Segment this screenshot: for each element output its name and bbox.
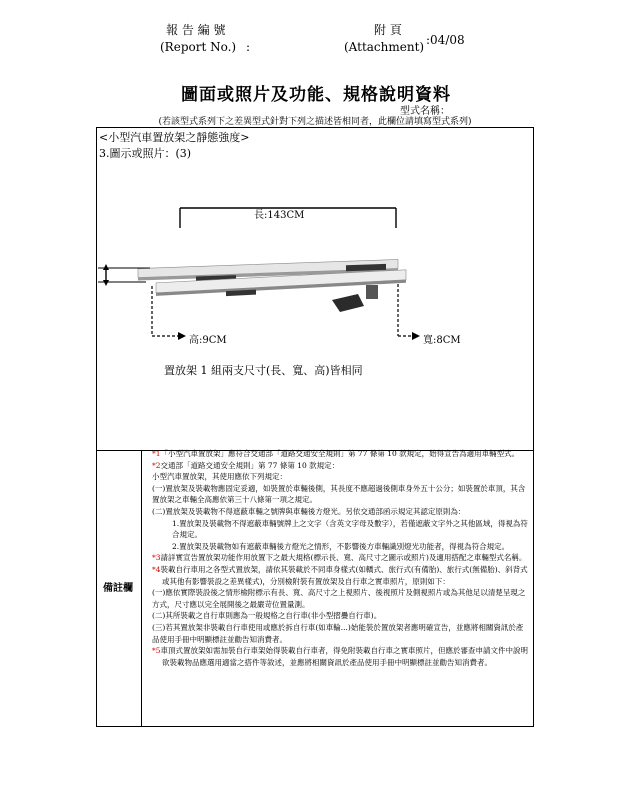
section-heading: <小型汽車置放架之靜態強度> [99, 131, 250, 144]
attachment-label: 附 頁 [374, 23, 402, 37]
width-label: 寬:8CM [423, 335, 461, 346]
note-item: (一)應依實際裝設後之情形檢附標示有長、寬、高尺寸之上視照片、後視照片及側視照片或為其他足以清楚呈現之方式，尺寸應以完全展開後之最嚴苛位置量測。 [152, 588, 526, 609]
height-pointer-arrow [178, 332, 186, 340]
figure-caption: 置放架 1 組兩支尺寸(長、寬、高)皆相同 [164, 364, 363, 377]
report-no-colon: : [246, 40, 251, 54]
remarks-label: 備註欄 [103, 583, 133, 594]
height-label: 高:9CM [189, 335, 227, 346]
page-title: 圖面或照片及功能、規格說明資料 [181, 85, 451, 105]
photo-label: 3.圖示或照片：(3) [99, 147, 192, 160]
report-no-label: 報 告 編 號 [166, 23, 226, 37]
note-item: (一)置放架及裝載物應固定妥適，如裝置於車輛後側，其長度不應超過後側車身外五十公分；如裝置於車頂，其含置放架之車輛全高應依第三十八條第一項之規定。 [152, 483, 526, 505]
note-item: *5車頂式置放架如需加裝自行車架始得裝載自行車者，得免附裝載自行車之實車照片，但應於審查申請文件中說明欲裝載物品應選用適當之搭件等敘述，並應將相關資訊於產品使用手冊中明顯標註並勸告知消費者。 [152, 646, 529, 667]
remarks-column-divider [141, 450, 142, 726]
model-name-label: 型式名稱： [400, 106, 450, 117]
note-item: (三)若其置放架非裝載自行車使用或應於拆自行車(如車輪...)始能裝於置放架者應明確宣告，並應將相關資訊於產品使用手冊中明顯標註並勸告知消費者。 [152, 622, 524, 644]
roof-rack-figure [96, 190, 534, 365]
note-item: 小型汽車置放架，其使用應依下列規定： [152, 472, 287, 482]
attachment-value: :04/08 [426, 33, 465, 47]
note-item: (二)其所裝載之自行車則應為一般規格之自行車(非小型摺疊自行車)。 [152, 611, 382, 621]
note-item: *3請詳實宣告置放架功能作用放置下之最大規格(標示長、寬、高尺寸之圖示或照片)及適用搭配之車輛型式名稱。 [152, 553, 527, 563]
note-item: 1.置放架及裝載物不得遮蔽車輛號牌上之文字（含英文字母及數字），若僅遮蔽文字外之其他區域，得視為符合規定。 [172, 518, 528, 540]
attachment-en: (Attachment) [344, 40, 425, 54]
length-label: 長:143CM [254, 210, 305, 221]
note-item: (二)置放架及裝載物不得遮蔽車輛之號牌與車輛後方燈光。另依交通部函示規定其認定原則為： [152, 506, 466, 516]
report-no-en: (Report No.) [160, 40, 237, 54]
instruction-text: (若該型式系列下之差異型式針對下列之描述皆相同者，此欄位請填寫型式系列) [158, 117, 472, 127]
width-pointer-arrow [412, 332, 420, 340]
note-item: 2.置放架及裝載物如有遮蔽車輛後方燈光之情形，不影響後方車輛識別燈光功能者，得視為符合規定。 [172, 541, 510, 551]
note-item: *1「小型汽車置放架」應符合交通部「道路交通安全規則」第 77 條第 10 款規定，始得宣告為適用車輛型式。 [152, 449, 520, 458]
note-item: *2交通部「道路交通安全規則」第 77 條第 10 款規定： [152, 460, 340, 470]
remarks-notes [144, 448, 530, 668]
note-item: *4裝載自行車用之各型式置放架，請依其裝載於不同車身樣式(如轎式、旅行式(有備胎)、旅行式(無備胎)、斜背式或其他有影響裝設之差異樣式)，分別檢附裝有置放架及自行車之實車照片，原則如下： [152, 564, 528, 586]
